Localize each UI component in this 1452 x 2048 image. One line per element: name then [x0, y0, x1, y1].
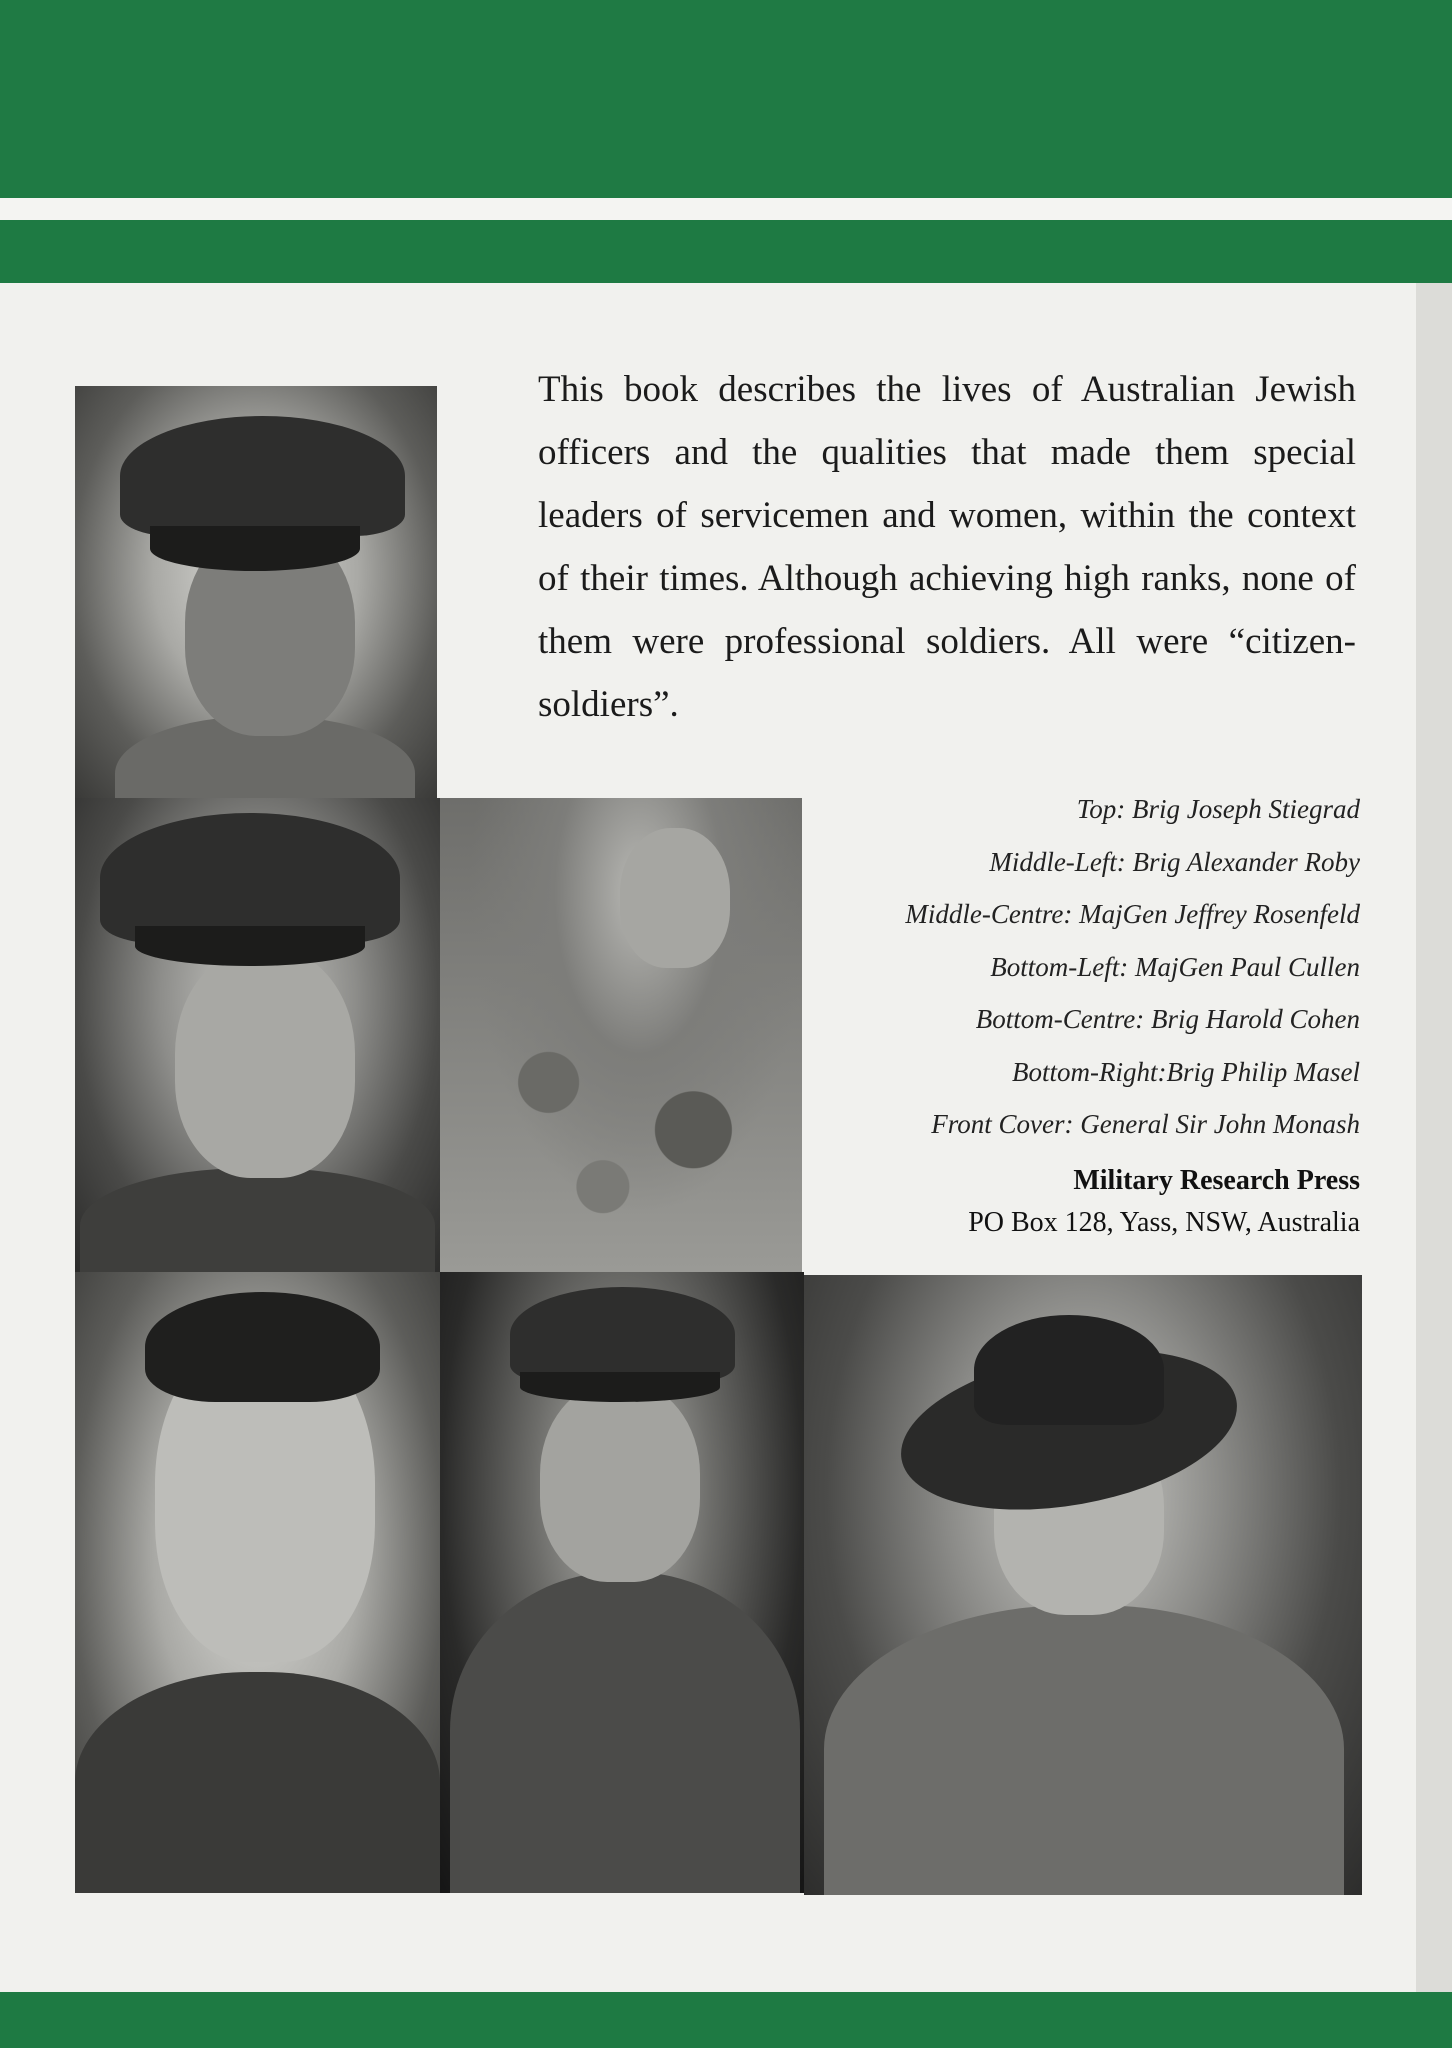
cover-green-band-top	[0, 0, 1452, 198]
portrait-top	[75, 386, 437, 798]
page-edge-shadow	[1416, 283, 1452, 1995]
caption-middle-centre: Middle-Centre: MajGen Jeffrey Rosenfeld	[905, 899, 1360, 929]
cover-white-stripe	[0, 198, 1452, 220]
caption-top: Top: Brig Joseph Stiegrad	[1076, 794, 1360, 824]
caption-front-cover: Front Cover: General Sir John Monash	[931, 1109, 1360, 1139]
publisher-address: PO Box 128, Yass, NSW, Australia	[968, 1207, 1360, 1238]
portrait-middle-left	[75, 798, 440, 1272]
publisher-name: Military Research Press	[1073, 1165, 1360, 1196]
caption-bottom-centre: Bottom-Centre: Brig Harold Cohen	[975, 1004, 1360, 1034]
cover-green-band	[0, 220, 1452, 286]
caption-bottom-right: Bottom-Right:Brig Philip Masel	[1012, 1056, 1360, 1087]
caption-middle-left: Middle-Left: Brig Alexander Roby	[989, 846, 1360, 877]
cover-green-band-bottom	[0, 1992, 1452, 2048]
portrait-bottom-right	[804, 1275, 1362, 1895]
book-description: This book describes the lives of Australian Jewish officers and the qualities that made them special leaders of servicemen and women, within the context of their times. Although achieving high ranks, none of them were professional soldiers. All were “citizen-soldiers”.	[538, 369, 1356, 725]
portrait-middle-centre	[440, 798, 802, 1272]
portrait-bottom-left	[75, 1272, 440, 1893]
caption-bottom-left: Bottom-Left: MajGen Paul Cullen	[990, 951, 1360, 982]
portrait-bottom-centre	[440, 1272, 804, 1893]
photo-captions	[760, 783, 1360, 1151]
publisher-info	[968, 1160, 1360, 1244]
